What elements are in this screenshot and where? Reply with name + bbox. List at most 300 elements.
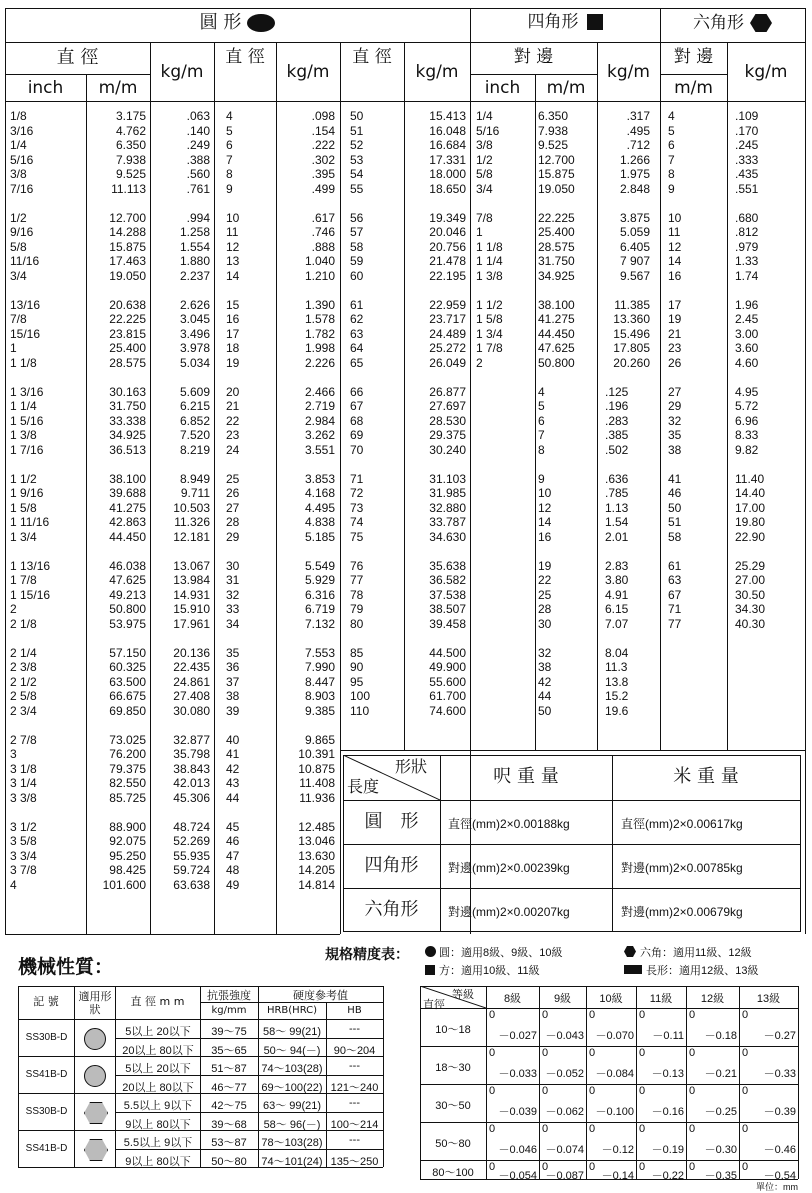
round-mm3-column-cell: 51: [350, 123, 364, 138]
round-mm3-column-cell: 52: [350, 138, 364, 152]
hex-mm-column-cell: 35: [668, 428, 682, 442]
round-mm2-column-cell: 12: [226, 239, 240, 254]
round-kg3-column-cell: 55.600: [429, 674, 466, 689]
hb-value: ---: [349, 1097, 360, 1109]
col-code: 記 號: [33, 995, 59, 1008]
round-mm2-column-cell: 46: [226, 834, 240, 848]
round-mm2-column-cell: 20: [226, 384, 240, 399]
hex-kg-column-cell: .680: [735, 210, 759, 225]
round-kg-column-cell: 20.136: [173, 645, 210, 660]
round-inch-column-cell: 1 5/16: [10, 413, 44, 428]
hex-kg-column-cell: [735, 370, 797, 385]
round-inch-column: [10, 109, 82, 892]
round-kg-column-cell: .560: [186, 167, 210, 181]
square-inch-column-cell: 1 1/2: [476, 297, 503, 312]
col-hardness: 硬度參考值: [293, 989, 348, 1002]
round-mm2-column-cell: [226, 370, 256, 385]
diameter-range: 50～80: [435, 1138, 471, 1150]
hex-kg-column-cell: [735, 457, 797, 472]
hex-kg-column-cell: 3.00: [735, 326, 759, 341]
round-mm-column-cell: 31.750: [109, 399, 146, 413]
hex-mm-column-cell: 12: [668, 239, 682, 254]
square-kg-column-cell: .502: [605, 442, 629, 457]
round-kg3-column-cell: 21.478: [429, 254, 466, 268]
round-mm-column-cell: 47.625: [109, 573, 146, 587]
square-mm-column-cell: [538, 370, 588, 385]
square-inch-column-cell: 5/8: [476, 167, 493, 181]
tolerance-lower: －0.46: [763, 1144, 796, 1156]
tolerance-upper: 0: [639, 1161, 646, 1173]
tolerance-upper: 0: [742, 1047, 749, 1059]
kgm-label-5: kg/m: [744, 62, 788, 82]
round-kg2-column-cell: .098: [311, 109, 335, 123]
square-kg-column-cell: 11.385: [614, 297, 650, 312]
round-kg-column-cell: 24.861: [173, 674, 210, 689]
round-inch-column-cell: 2 3/4: [10, 703, 37, 718]
round-mm2-column-cell: 45: [226, 819, 240, 834]
square-inch-column-cell: 1: [476, 225, 483, 239]
round-mm3-column-cell: [350, 196, 390, 211]
tolerance-upper: 0: [689, 1123, 696, 1135]
round-mm3-column-cell: 79: [350, 602, 364, 616]
round-mm2-column-cell: 28: [226, 515, 240, 529]
round-kg2-column-cell: .499: [311, 181, 335, 196]
round-mm-column-cell: [88, 457, 146, 472]
hexagon-shape-icon: [84, 1139, 108, 1161]
round-inch-column-cell: 1 1/4: [10, 399, 37, 413]
round-kg2-column-cell: 11.408: [299, 776, 335, 790]
square-mm-column-cell: 19: [538, 558, 552, 573]
round-mm2-column-cell: 30: [226, 558, 240, 573]
round-mm3-column: [350, 109, 390, 718]
round-kg2-column-cell: .154: [311, 123, 335, 138]
round-mm3-column-cell: [350, 370, 390, 385]
tensile-value: 35～65: [211, 1045, 247, 1057]
round-kg2-column-cell: 13.630: [298, 848, 335, 863]
col-shape: 適用形狀: [78, 990, 112, 1016]
square-mm-column-cell: 7: [538, 428, 545, 442]
round-kg2-column-cell: 8.903: [304, 689, 335, 703]
round-mm2-column-cell: [226, 544, 256, 559]
inch-label: inch: [27, 78, 64, 98]
tolerance-upper: 0: [689, 1009, 696, 1021]
tolerance-lower: －0.22: [651, 1170, 684, 1182]
round-mm2-column-cell: 47: [226, 848, 240, 863]
hb-value: 100～214: [330, 1119, 379, 1131]
round-kg-column-cell: 63.638: [173, 877, 210, 892]
round-kg-column-cell: 9.711: [180, 486, 210, 500]
hex-kg-column-cell: 1.96: [735, 297, 759, 312]
round-mm-column-cell: 44.450: [109, 529, 146, 544]
round-kg2-column-cell: 5.549: [304, 558, 335, 573]
round-mm2-column-cell: 25: [226, 471, 240, 486]
round-mm-column-cell: 57.150: [109, 645, 146, 660]
square-mm-column-cell: [538, 283, 588, 298]
round-kg2-column-cell: 13.046: [298, 834, 335, 848]
round-mm2-column-cell: 42: [226, 761, 240, 776]
square-mm-column-cell: 38.100: [538, 297, 575, 312]
round-kg3-column-cell: 49.900: [429, 660, 466, 674]
kgm-label: kg/m: [160, 62, 204, 82]
tolerance-upper: 0: [542, 1161, 549, 1173]
square-kg-column-cell: 5.059: [619, 225, 650, 239]
hex-mm-column-cell: [668, 544, 708, 559]
tensile-value: 39～68: [211, 1119, 247, 1131]
tolerance-upper: 0: [639, 1085, 646, 1097]
round-inch-column-cell: [10, 370, 82, 385]
diameter-range: 18～30: [435, 1062, 471, 1074]
round-mm-column-cell: 82.550: [109, 776, 146, 790]
round-inch-column-cell: 3/16: [10, 123, 34, 138]
round-mm-column-cell: 3.175: [115, 109, 146, 123]
col-tensile: 抗張強度: [207, 989, 251, 1002]
hex-mm-column-cell: 14: [668, 254, 682, 268]
tolerance-lower: －0.043: [545, 1030, 584, 1042]
hexagon-icon: [624, 946, 636, 957]
square-mm-column-cell: 50.800: [538, 355, 575, 370]
round-mm3-column-cell: 77: [350, 573, 364, 587]
round-inch-column-cell: 1 5/8: [10, 500, 37, 515]
round-inch-column-cell: 5/16: [10, 152, 34, 167]
round-kg2-column-cell: [280, 283, 335, 298]
dia-header: 直徑: [423, 999, 445, 1011]
steel-code: SS30B-D: [25, 1106, 68, 1117]
grade-label: 11級: [649, 993, 673, 1005]
round-mm2-column-cell: 11: [226, 225, 239, 239]
across-label: 對 邊: [513, 47, 554, 67]
square-mm-column-cell: 22: [538, 573, 552, 587]
tolerance-upper: 0: [489, 1085, 496, 1097]
tolerance-lower: －0.054: [498, 1170, 537, 1182]
round-mm3-column-cell: 65: [350, 355, 364, 370]
square-mm-column-cell: 7.938: [538, 123, 569, 138]
hex-mm-column-cell: [668, 370, 708, 385]
square-kg-column-cell: 8.04: [605, 645, 629, 660]
square-inch-column-cell: 3/8: [476, 138, 493, 152]
round-mm3-column-cell: 68: [350, 413, 364, 428]
square-kg-column-cell: 2.83: [605, 558, 629, 573]
round-header: 圓 形: [5, 14, 470, 32]
grade-label: 9級: [553, 993, 572, 1005]
round-mm-column-cell: 9.525: [115, 167, 146, 181]
round-kg2-column-cell: 2.719: [304, 399, 335, 413]
round-mm3-column-cell: 61: [350, 297, 364, 312]
diameter-range: 10～18: [435, 1024, 471, 1036]
round-kg3-column-cell: [408, 196, 466, 211]
hex-mm-column-cell: 29: [668, 399, 682, 413]
round-kg2-column-cell: [280, 196, 335, 211]
round-kg3-column-cell: 18.650: [429, 181, 466, 196]
round-kg3-column-cell: 34.630: [429, 529, 466, 544]
tolerance-lower: －0.14: [601, 1170, 634, 1182]
grade-label: 13級: [756, 993, 781, 1005]
round-kg-column-cell: 35.798: [173, 747, 210, 761]
square-mm-column-cell: 8: [538, 442, 545, 457]
round-mm2-column-cell: 10: [226, 210, 240, 225]
square-mm-column-cell: 12: [538, 500, 552, 515]
round-kg2-column-cell: [280, 544, 335, 559]
round-mm3-column-cell: [350, 457, 390, 472]
square-kg-column-cell: .196: [605, 399, 629, 413]
round-inch-column-cell: 1 11/16: [10, 515, 50, 529]
square-mm-column-cell: 34.925: [538, 268, 575, 283]
square-mm-column-cell: 32: [538, 645, 552, 660]
hrb-value: 74～101(24): [261, 1156, 323, 1168]
round-mm2-column-cell: 32: [226, 587, 240, 602]
round-kg-column-cell: 48.724: [173, 819, 210, 834]
square-mm-column-cell: 47.625: [538, 341, 575, 355]
round-mm2-column-cell: 18: [226, 341, 240, 355]
round-mm-column-cell: 46.038: [109, 558, 146, 573]
across-label-2: 對 邊: [673, 47, 714, 67]
round-kg-column-cell: [152, 805, 210, 820]
round-kg2-column-cell: [280, 805, 335, 820]
tolerance-lower: －0.070: [595, 1030, 634, 1042]
rectangle-icon: [624, 965, 642, 974]
square-kg-column-cell: 7 907: [619, 254, 650, 268]
square-inch-column: [476, 109, 531, 370]
round-mm-column-cell: 42.863: [109, 515, 146, 529]
round-kg-column-cell: .249: [186, 138, 210, 152]
round-mm-column-cell: 33.338: [109, 413, 146, 428]
round-inch-column-cell: 1: [10, 341, 17, 355]
hex-kg-column-cell: .333: [735, 152, 759, 167]
square-kg-column-cell: [605, 196, 650, 211]
square-mm-column-cell: 41.275: [538, 312, 575, 326]
round-mm2-column-cell: 33: [226, 602, 240, 616]
hex-kg-column-cell: 34.30: [735, 602, 766, 616]
round-kg3-column-cell: 20.046: [429, 225, 466, 239]
hex-kg-column-cell: 14.40: [735, 486, 766, 500]
round-mm-column-cell: 4.762: [115, 123, 146, 138]
hex-mm-column-cell: 46: [668, 486, 682, 500]
round-kg-column-cell: .388: [186, 152, 210, 167]
hex-kg-column-cell: 17.00: [735, 500, 766, 515]
round-kg3-column-cell: 19.349: [429, 210, 466, 225]
round-mm2-column-cell: 19: [226, 355, 240, 370]
square-mm-column-cell: 9: [538, 471, 545, 486]
kgm-label-3: kg/m: [415, 62, 459, 82]
round-mm-column-cell: [88, 196, 146, 211]
round-inch-column-cell: 3 1/4: [10, 776, 37, 790]
square-kg-column-cell: 1.13: [605, 500, 629, 515]
hrb-value: 78～103(28): [261, 1137, 323, 1149]
hex-kg-column-cell: 6.96: [735, 413, 759, 428]
round-mm-column-cell: 49.213: [109, 587, 146, 602]
round-inch-column-cell: 1/2: [10, 210, 27, 225]
round-mm-column-cell: 63.500: [109, 674, 146, 689]
hex-mm-column-cell: 16: [668, 268, 682, 283]
hex-mm-column-cell: 26: [668, 355, 682, 370]
round-mm2-column-cell: 17: [226, 326, 240, 341]
length-header: 長度: [347, 777, 380, 796]
tolerance-lower: －0.13: [651, 1068, 684, 1080]
hex-mm-column-cell: [668, 457, 708, 472]
round-inch-column-cell: 1 1/8: [10, 355, 37, 370]
square-kg-column-cell: 13.360: [613, 312, 650, 326]
tensile-value: 46～77: [211, 1082, 247, 1094]
square-inch-column-cell: 1 1/8: [476, 239, 503, 254]
round-mm-column-cell: 28.575: [109, 355, 146, 370]
round-kg2-column-cell: .746: [311, 225, 335, 239]
tensile-value: 50～80: [211, 1156, 247, 1168]
round-inch-column-cell: 7/16: [10, 181, 34, 196]
round-mm-column-cell: 38.100: [109, 471, 146, 486]
round-mm3-column-cell: 75: [350, 529, 364, 544]
square-mm-column-cell: 14: [538, 515, 552, 529]
tolerance-upper: 0: [689, 1085, 696, 1097]
tolerance-upper: 0: [489, 1161, 496, 1173]
round-kg2-column-cell: 5.929: [304, 573, 335, 587]
tolerance-lower: －0.11: [652, 1030, 684, 1042]
round-kg-column-cell: [152, 457, 210, 472]
round-kg3-column-cell: 74.600: [429, 703, 466, 718]
round-mm3-column-cell: 66: [350, 384, 364, 399]
hex-mm-column-cell: 58: [668, 529, 682, 544]
square-kg-column-cell: 2.848: [619, 181, 650, 196]
round-kg2-column-cell: [280, 457, 335, 472]
round-kg-column-cell: .761: [186, 181, 210, 196]
round-kg2-column-cell: .395: [311, 167, 335, 181]
tolerance-lower: －0.33: [763, 1068, 796, 1080]
formula-shape-square: 四角形: [364, 855, 419, 876]
round-mm-column-cell: 19.050: [109, 268, 146, 283]
round-mm-column-cell: 20.638: [109, 297, 146, 312]
round-mm2-column-cell: 35: [226, 645, 240, 660]
round-mm3-column-cell: 58: [350, 239, 364, 254]
hex-kg-column-cell: .435: [735, 167, 759, 181]
round-kg3-column-cell: 23.717: [429, 312, 466, 326]
round-kg3-column-cell: 39.458: [429, 616, 466, 631]
round-kg3-column-cell: 22.959: [429, 297, 466, 312]
tolerance-upper: 0: [589, 1085, 596, 1097]
round-kg2-column-cell: 12.485: [298, 819, 335, 834]
square-inch-column-cell: 2: [476, 355, 483, 370]
round-mm-column-cell: 17.463: [109, 254, 146, 268]
round-mm2-column-cell: 41: [226, 747, 240, 761]
hex-kg-column-cell: 25.29: [735, 558, 766, 573]
round-kg2-column: [280, 109, 335, 892]
hb-value: 90～204: [333, 1045, 376, 1057]
round-kg2-column-cell: 10.391: [298, 747, 335, 761]
round-mm-column-cell: 85.725: [109, 790, 146, 805]
hex-mm-column-cell: 19: [668, 312, 682, 326]
round-kg3-column-cell: 27.697: [429, 399, 466, 413]
hex-mm-column-cell: 9: [668, 181, 675, 196]
round-kg2-column-cell: 1.040: [304, 254, 335, 268]
round-kg3-column-cell: 28.530: [429, 413, 466, 428]
round-kg2-column-cell: 14.814: [298, 877, 335, 892]
round-inch-column-cell: 1 9/16: [10, 486, 44, 500]
hb-value: ---: [349, 1060, 360, 1072]
round-kg3-column-cell: [408, 457, 466, 472]
tolerance-upper: 0: [689, 1161, 696, 1173]
round-kg-column-cell: 52.269: [173, 834, 210, 848]
round-mm-column-cell: 101.600: [102, 877, 146, 892]
round-inch-column-cell: 2: [10, 602, 17, 616]
round-mm-column-cell: 79.375: [109, 761, 146, 776]
round-inch-column-cell: 3 7/8: [10, 863, 37, 877]
square-inch-column-cell: [476, 283, 531, 298]
hex-kg-column-cell: [735, 196, 797, 211]
square-kg-column-cell: 17.805: [613, 341, 650, 355]
round-mm3-column-cell: 85: [350, 645, 364, 660]
round-kg-column-cell: 3.496: [179, 326, 210, 341]
square-mm-column-cell: 44.450: [538, 326, 575, 341]
round-mm2-column-cell: [226, 718, 256, 733]
round-kg-column-cell: 1.554: [179, 239, 210, 254]
square-kg-column-cell: 1.54: [605, 515, 629, 529]
square-kg-column-cell: .385: [605, 428, 629, 442]
round-mm2-column-cell: 31: [226, 573, 240, 587]
round-kg3-column-cell: 44.500: [429, 645, 466, 660]
round-kg-column-cell: 59.724: [173, 863, 210, 877]
square-mm-column-cell: 6.350: [538, 109, 569, 123]
round-inch-column-cell: 1 13/16: [10, 558, 51, 573]
round-kg2-column-cell: 2.226: [304, 355, 335, 370]
round-kg3-column-cell: [408, 544, 466, 559]
round-kg3-column-cell: 26.049: [429, 355, 466, 370]
round-kg3-column-cell: 25.272: [429, 341, 466, 355]
inch-label-2: inch: [484, 78, 521, 98]
round-kg3-column: [408, 109, 466, 718]
round-mm3-column-cell: 62: [350, 312, 364, 326]
tolerance-upper: 0: [639, 1047, 646, 1059]
square-mm-column-cell: 16: [538, 529, 552, 544]
square-mm-column-cell: [538, 544, 588, 559]
round-kg3-column-cell: 15.413: [429, 109, 466, 123]
square-mm-column-cell: 30: [538, 616, 552, 631]
mech-title: 機械性質：: [18, 956, 114, 978]
tolerance-lower: －0.074: [545, 1144, 584, 1156]
round-kg2-column-cell: 3.262: [304, 428, 335, 442]
square-kg-column-cell: [605, 283, 650, 298]
round-kg-column-cell: .063: [186, 109, 210, 123]
hb-value: ---: [349, 1023, 360, 1035]
round-kg-column-cell: 17.961: [173, 616, 210, 631]
tolerance-lower: －0.12: [601, 1144, 634, 1156]
round-kg3-column-cell: 31.103: [429, 471, 466, 486]
round-mm-column-cell: 36.513: [109, 442, 146, 457]
hex-kg-column-cell: .979: [735, 239, 759, 254]
col-diameter: 直 徑 m m: [130, 995, 185, 1008]
tolerance-lower: －0.052: [545, 1068, 584, 1080]
round-mm2-column-cell: [226, 805, 256, 820]
tolerance-upper: 0: [589, 1009, 596, 1021]
round-kg2-column-cell: 8.447: [304, 674, 335, 689]
round-kg3-column-cell: 22.195: [429, 268, 466, 283]
round-kg3-column-cell: 29.375: [429, 428, 466, 442]
round-kg3-column-cell: 33.787: [429, 515, 466, 529]
round-kg3-column-cell: 36.582: [429, 573, 466, 587]
square-kg-column-cell: 19.6: [605, 703, 629, 718]
square-inch-column-cell: 1 5/8: [476, 312, 503, 326]
round-inch-column-cell: 1/4: [10, 138, 27, 152]
round-mm2-column-cell: [226, 283, 256, 298]
round-mm3-column-cell: 95: [350, 674, 364, 689]
hex-mm-column: [668, 109, 708, 631]
round-mm-column-cell: [88, 631, 146, 646]
square-kg-column-cell: 11.3: [605, 660, 628, 674]
round-kg-column-cell: .140: [186, 123, 210, 138]
round-inch-column-cell: [10, 805, 82, 820]
round-kg3-column-cell: 26.877: [429, 384, 466, 399]
hex-kg-column-cell: 40.30: [735, 616, 766, 631]
hex-mm-column-cell: [668, 283, 708, 298]
round-mm2-column-cell: 7: [226, 152, 233, 167]
round-mm-column-cell: 30.163: [109, 384, 146, 399]
round-inch-column-cell: 2 3/8: [10, 660, 37, 674]
